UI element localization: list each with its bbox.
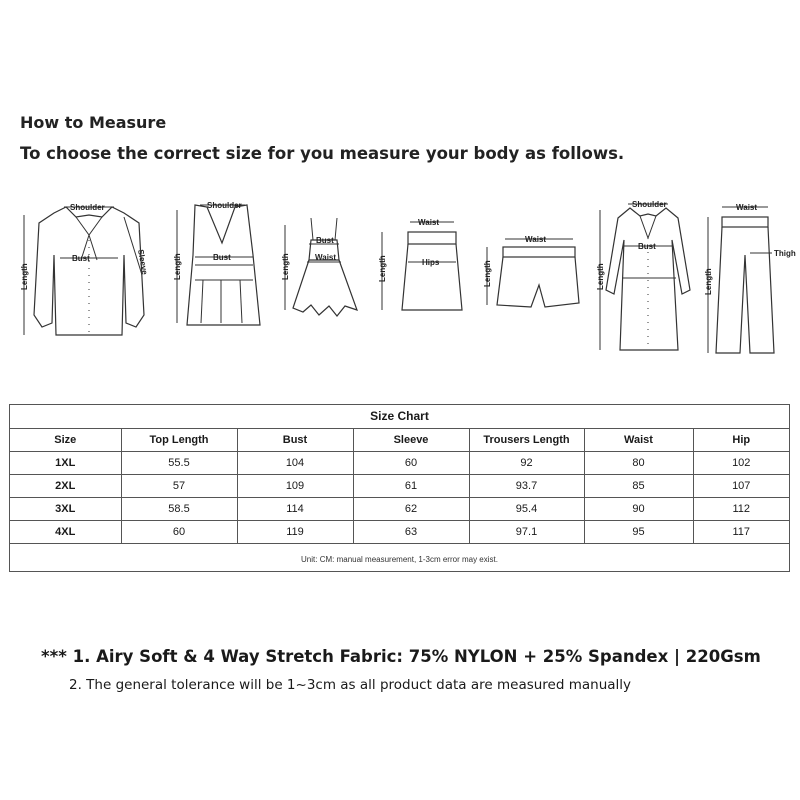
table-cell: 93.7 [469, 475, 584, 498]
coat-figure [590, 190, 700, 365]
table-cell: 85 [584, 475, 693, 498]
size-cell: 2XL [10, 475, 121, 498]
column-header: Waist [584, 429, 693, 452]
table-cell: 57 [121, 475, 237, 498]
dress-waist-label: Waist [315, 253, 337, 262]
shirt-sleeve-label: Sleeve [136, 248, 150, 276]
coat-shoulder-label: Shoulder [632, 200, 667, 209]
table-row [10, 452, 789, 475]
size-cell: 4XL [10, 521, 121, 544]
dress-figure [273, 210, 373, 340]
shirt-figure [14, 195, 164, 345]
table-cell: 107 [693, 475, 789, 498]
table-header-row [10, 429, 789, 452]
table-cell: 61 [353, 475, 469, 498]
page-subtitle: To choose the correct size for you measure your body as follows. [20, 144, 625, 163]
table-row [10, 521, 789, 544]
skirt-hips-label: Hips [422, 258, 440, 267]
pants-thigh-label: Thigh [774, 249, 796, 258]
shirt-bust-label: Bust [72, 254, 90, 263]
table-row [10, 475, 789, 498]
page-title: How to Measure [20, 113, 167, 132]
column-header: Hip [693, 429, 789, 452]
tank-figure [165, 195, 275, 345]
dress-length-label: Length [281, 253, 290, 280]
table-cell: 92 [469, 452, 584, 475]
table-cell: 62 [353, 498, 469, 521]
dress-bust-label: Bust [316, 236, 334, 245]
table-cell: 102 [693, 452, 789, 475]
table-cell: 58.5 [121, 498, 237, 521]
size-table [10, 429, 789, 544]
pants-length-label: Length [704, 268, 713, 295]
table-cell: 90 [584, 498, 693, 521]
pants-figure [700, 195, 800, 365]
tank-bust-label: Bust [213, 253, 231, 262]
table-cell: 104 [237, 452, 353, 475]
table-cell: 114 [237, 498, 353, 521]
tank-shoulder-label: Shoulder [207, 201, 242, 210]
column-header: Sleeve [353, 429, 469, 452]
skirt-length-label: Length [378, 255, 387, 282]
table-cell: 112 [693, 498, 789, 521]
table-cell: 109 [237, 475, 353, 498]
tolerance-note: 2. The general tolerance will be 1~3cm as all product data are measured manually [69, 677, 632, 693]
coat-length-label: Length [596, 263, 605, 290]
table-cell: 63 [353, 521, 469, 544]
table-row [10, 498, 789, 521]
size-cell: 1XL [10, 452, 121, 475]
size-chart-title: Size Chart [10, 405, 789, 429]
size-chart [9, 404, 790, 572]
table-cell: 60 [353, 452, 469, 475]
table-cell: 80 [584, 452, 693, 475]
column-header: Trousers Length [469, 429, 584, 452]
shorts-figure [475, 225, 585, 325]
column-header: Bust [237, 429, 353, 452]
shirt-shoulder-label: Shoulder [70, 203, 105, 212]
tank-length-label: Length [173, 253, 182, 280]
size-cell: 3XL [10, 498, 121, 521]
table-cell: 95 [584, 521, 693, 544]
coat-bust-label: Bust [638, 242, 656, 251]
skirt-figure [372, 210, 472, 340]
table-cell: 119 [237, 521, 353, 544]
table-cell: 95.4 [469, 498, 584, 521]
table-cell: 117 [693, 521, 789, 544]
column-header: Size [10, 429, 121, 452]
skirt-waist-label: Waist [418, 218, 440, 227]
fabric-description: *** 1. Airy Soft & 4 Way Stretch Fabric: 75% NYLON + 25% Spandex | 220Gsm [41, 647, 761, 666]
shorts-waist-label: Waist [525, 235, 547, 244]
column-header: Top Length [121, 429, 237, 452]
shirt-length-label: Length [20, 263, 29, 290]
table-cell: 55.5 [121, 452, 237, 475]
shorts-length-label: Length [483, 260, 492, 287]
table-cell: 60 [121, 521, 237, 544]
pants-waist-label: Waist [736, 203, 758, 212]
table-cell: 97.1 [469, 521, 584, 544]
size-chart-note: Unit: CM: manual measurement, 1-3cm error may exist. [301, 555, 498, 564]
